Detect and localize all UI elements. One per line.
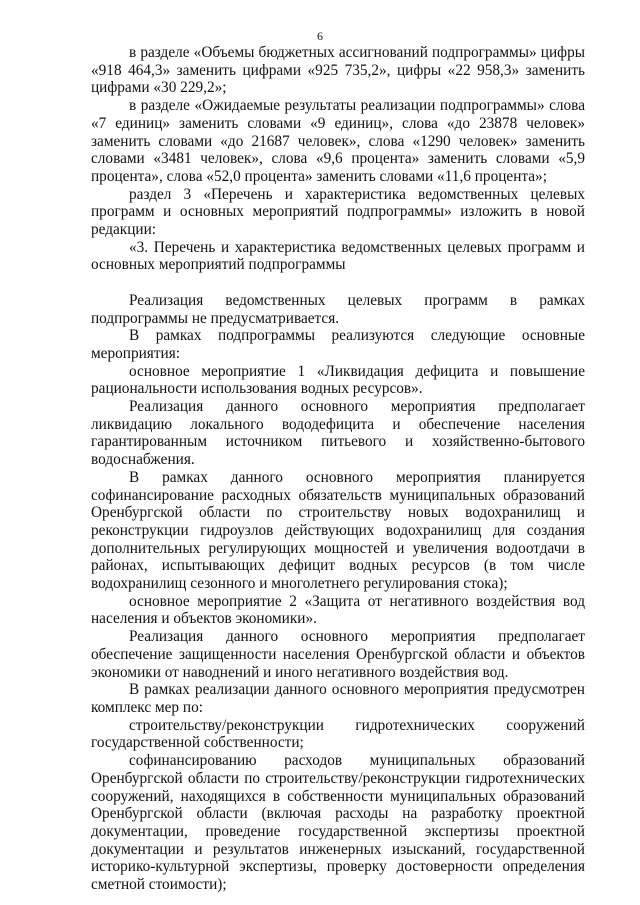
body-text bbox=[91, 44, 585, 894]
paragraph-main-activity-1: основное мероприятие 1 «Ликвидация дефицита и повышение рациональности использования водных ресурсов». bbox=[91, 362, 585, 398]
page-number: 6 bbox=[317, 29, 323, 43]
paragraph-main-activity-2: основное мероприятие 2 «Защита от негативного воздействия вод населения и объектов экономики». bbox=[91, 592, 585, 628]
paragraph-measure-state-construction: строительству/реконструкции гидротехнических сооружений государственной собственности; bbox=[91, 716, 585, 752]
paragraph-main-activities-intro: В рамках подпрограммы реализуются следующие основные мероприятия: bbox=[91, 327, 585, 362]
paragraph-no-target-programs: Реализация ведомственных целевых программ в рамках подпрограммы не предусматривается. bbox=[91, 291, 585, 327]
paragraph-activity-2-goal: Реализация данного основного мероприятия предполагает обеспечение защищенности населения Оренбургской области и объектов экономики от наводнений и иного негативного воздействия вод. bbox=[91, 628, 585, 681]
section-3-heading: «3. Перечень и характеристика ведомственных целевых программ и основных мероприятий подпрограммы bbox=[91, 238, 585, 274]
paragraph-expected-results-changes: в разделе «Ожидаемые результаты реализации подпрограммы» слова «7 единиц» заменить словами «9 единиц», слова «до 23878 человек» заменить словами «до 21687 человек», слова «1290 человек» заменить словами «3481 человек», слова «9,6 процента» заменить словами «5,9 процента», слова «52,0 процента» заменить словами «11,6 процента»; bbox=[91, 97, 585, 185]
paragraph-budget-changes: в разделе «Объемы бюджетных ассигнований подпрограммы» цифры «918 464,3» заменить цифрами «925 735,2», цифры «22 958,3» заменить цифрами «30 229,2»; bbox=[91, 44, 585, 97]
paragraph-section-3-intro: раздел 3 «Перечень и характеристика ведомственных целевых программ и основных мероприятий подпрограммы» изложить в новой редакции: bbox=[91, 185, 585, 239]
paragraph-measures-intro: В рамках реализации данного основного мероприятия предусмотрен комплекс мер по: bbox=[91, 681, 585, 716]
paragraph-activity-1-goal: Реализация данного основного мероприятия предполагает ликвидацию локального вододефицита и обеспечение населения гарантированным источником питьевого и хозяйственно-бытового водоснабжения. bbox=[91, 398, 585, 469]
paragraph-activity-1-cofinancing: В рамках данного основного мероприятия планируется софинансирование расходных обязательств муниципальных образований Оренбургской области по строительству новых водохранилищ и реконструкции гидроузлов действующих водохранилищ для создания дополнительных регулирующих мощностей и увеличения водоотдачи в районах, испытывающих дефицит водных ресурсов (в том числе водохранилищ сезонного и многолетнего регулирования стока); bbox=[91, 468, 585, 593]
paragraph-measure-municipal-cofinancing: софинансированию расходов муниципальных образований Оренбургской области по строительству/реконструкции гидротехнических сооружений, находящихся в собственности муниципальных образований Оренбургской области (включая расходы на разработку проектной документации, проведение государственной экспертизы проектной документации и результатов инженерных изысканий, государственной историко-культурной экспертизы, проверку достоверности определения сметной стоимости); bbox=[91, 752, 585, 894]
